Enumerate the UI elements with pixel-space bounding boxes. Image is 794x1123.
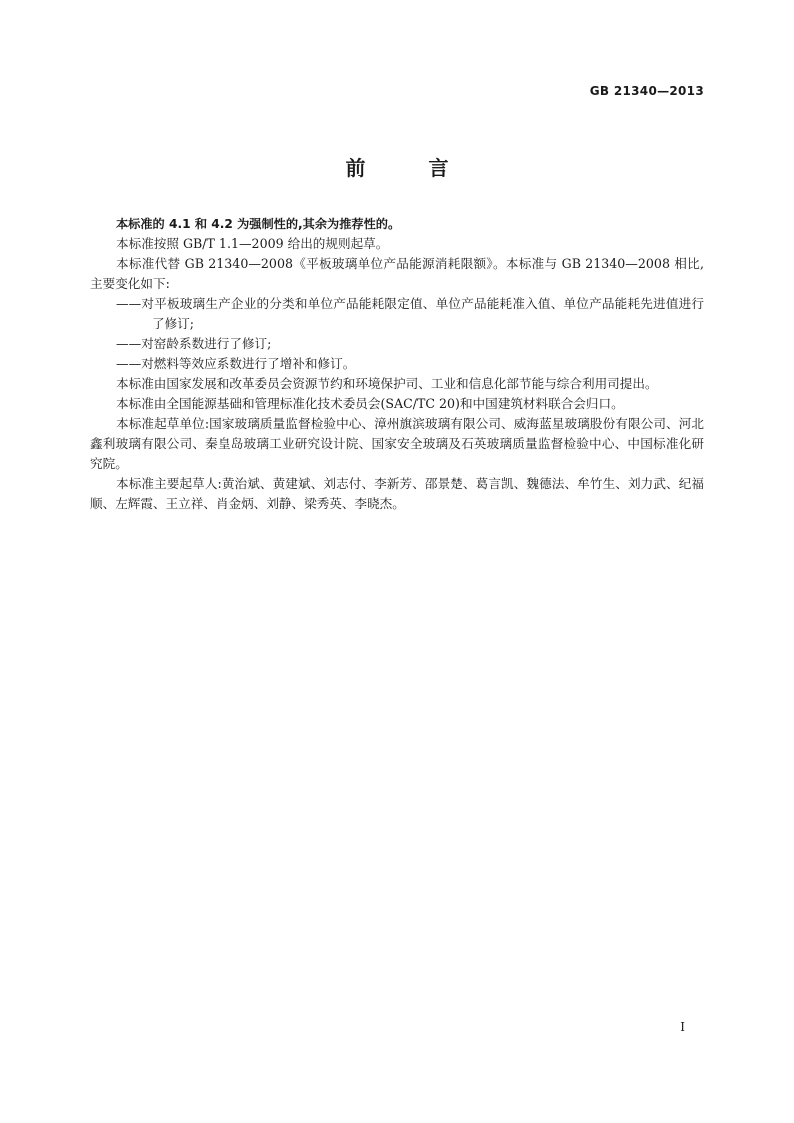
drafters-paragraph: 本标准主要起草人:黄治斌、黄建斌、刘志付、李新芳、邵景楚、葛言凯、魏德法、牟竹生、刘力武、纪福顺、左辉霞、王立祥、肖金炳、刘静、梁秀英、李晓杰。	[90, 476, 704, 511]
replacement-paragraph: 本标准代替 GB 21340—2008《平板玻璃单位产品能源消耗限额》。本标准与 GB 21340—2008 相比,主要变化如下:	[90, 256, 704, 291]
change-item-2: ——对窑龄系数进行了修订;	[116, 336, 272, 351]
change-item-1: ——对平板玻璃生产企业的分类和单位产品能耗限定值、单位产品能耗准入值、单位产品能耗先进值进行了修订;	[116, 296, 704, 331]
page-title: 前 言	[345, 156, 477, 180]
change-item-3: ——对燃料等效应系数进行了增补和修订。	[116, 356, 356, 371]
page-number: I	[680, 1020, 685, 1034]
standard-code: GB 21340—2013	[589, 84, 704, 98]
mandatory-clause-paragraph: 本标准的 4.1 和 4.2 为强制性的,其余为推荐性的。	[116, 217, 401, 231]
drafting-rules-paragraph: 本标准按照 GB/T 1.1—2009 给出的规则起草。	[116, 236, 389, 251]
centralized-paragraph: 本标准由全国能源基础和管理标准化技术委员会(SAC/TC 20)和中国建筑材料联合会归口。	[116, 396, 624, 411]
foreword-body	[90, 214, 704, 514]
proposer-paragraph: 本标准由国家发展和改革委员会资源节约和环境保护司、工业和信息化部节能与综合利用司提出。	[116, 376, 658, 391]
drafting-units-paragraph: 本标准起草单位:国家玻璃质量监督检验中心、漳州旗滨玻璃有限公司、威海蓝星玻璃股份有限公司、河北鑫利玻璃有限公司、秦皇岛玻璃工业研究设计院、国家安全玻璃及石英玻璃质量监督检验中心、中国标准化研究院。	[90, 416, 704, 471]
